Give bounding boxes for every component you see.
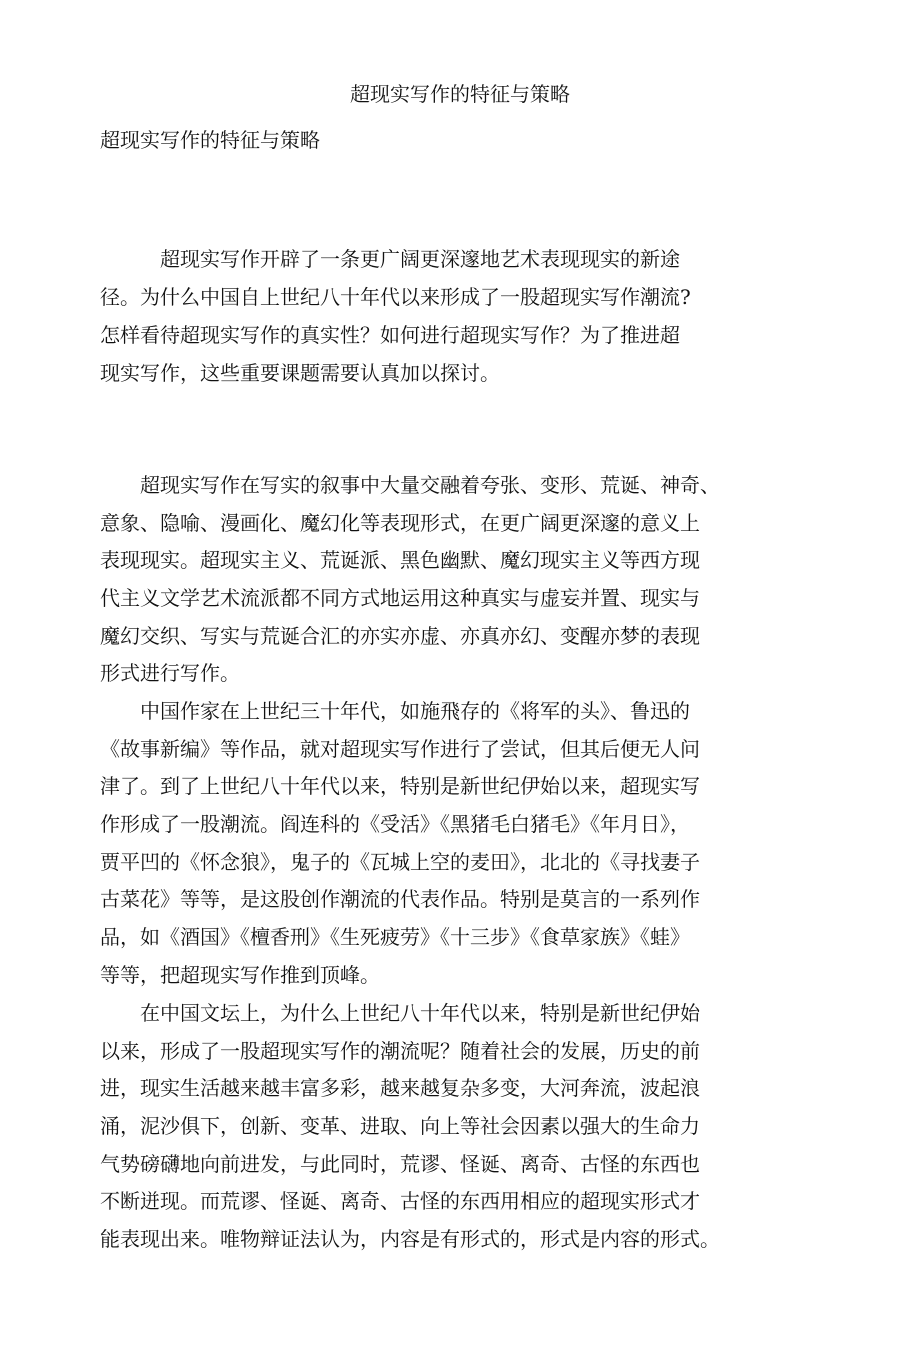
paragraph-line: 古菜花》等等，是这股创作潮流的代表作品。特别是莫言的一系列作 [100,887,700,912]
paragraph-line: 能表现出来。唯物辩证法认为，内容是有形式的，形式是内容的形式。 [100,1227,720,1252]
document-title: 超现实写作的特征与策略 [350,82,570,106]
paragraph-line: 等等，把超现实写作推到顶峰。 [100,962,380,987]
paragraph-line: 径。为什么中国自上世纪八十年代以来形成了一股超现实写作潮流? [100,285,691,309]
paragraph-line: 气势磅礴地向前进发，与此同时，荒谬、怪诞、离奇、古怪的东西也 [100,1151,700,1176]
paragraph-line: 进，现实生活越来越丰富多彩，越来越复杂多变，大河奔流，波起浪 [100,1076,700,1101]
document-subtitle: 超现实写作的特征与策略 [100,128,320,152]
paragraph-3 [100,693,790,995]
paragraph-line: 贾平凹的《怀念狼》，鬼子的《瓦城上空的麦田》，北北的《寻找妻子 [100,849,700,874]
paragraph-line: 《故事新编》等作品，就对超现实写作进行了尝试，但其后便无人问 [100,736,700,761]
paragraph-line: 形式进行写作。 [100,661,240,686]
paragraph-line: 表现现实。超现实主义、荒诞派、黑色幽默、魔幻现实主义等西方现 [100,548,700,573]
paragraph-line: 作形成了一股潮流。阎连科的《受活》《黑猪毛白猪毛》《年月日》， [100,812,690,837]
paragraph-line: 在中国文坛上，为什么上世纪八十年代以来，特别是新世纪伊始 [100,1001,700,1025]
paragraph-line: 怎样看待超现实写作的真实性？如何进行超现实写作？为了推进超 [100,323,680,347]
paragraph-line: 品，如《酒国》《檀香刑》《生死疲劳》《十三步》《食草家族》《蛙》 [100,925,690,950]
paragraph-line: 代主义文学艺术流派都不同方式地运用这种真实与虚妄并置、现实与 [100,586,700,611]
paragraph-line: 中国作家在上世纪三十年代，如施飛存的《将军的头》、鲁迅的 [100,699,690,723]
paragraph-line: 超现实写作在写实的叙事中大量交融着夸张、变形、荒诞、神奇、 [100,473,720,497]
paragraph-line: 意象、隐喻、漫画化、魔幻化等表现形式，在更广阔更深邃的意义上 [100,510,700,535]
paragraph-line: 现实写作，这些重要课题需要认真加以探讨。 [100,361,500,385]
paragraph-line: 涌，泥沙俱下，创新、变革、进取、向上等社会因素以强大的生命力 [100,1114,700,1139]
paragraph-line: 魔幻交织、写实与荒诞合汇的亦实亦虚、亦真亦幻、变醒亦梦的表现 [100,623,700,648]
paragraph-1 [100,240,790,392]
paragraph-line: 津了。到了上世纪八十年代以来，特别是新世纪伊始以来，超现实写 [100,774,700,799]
paragraph-line: 不断迸现。而荒谬、怪诞、离奇、古怪的东西用相应的超现实形式才 [100,1189,700,1214]
paragraph-4 [100,995,790,1259]
paragraph-2 [100,467,790,693]
paragraph-line: 以来，形成了一股超现实写作的潮流呢？随着社会的发展，历史的前 [100,1038,700,1063]
paragraph-line: 超现实写作开辟了一条更广阔更深邃地艺术表现现实的新途 [100,247,680,271]
